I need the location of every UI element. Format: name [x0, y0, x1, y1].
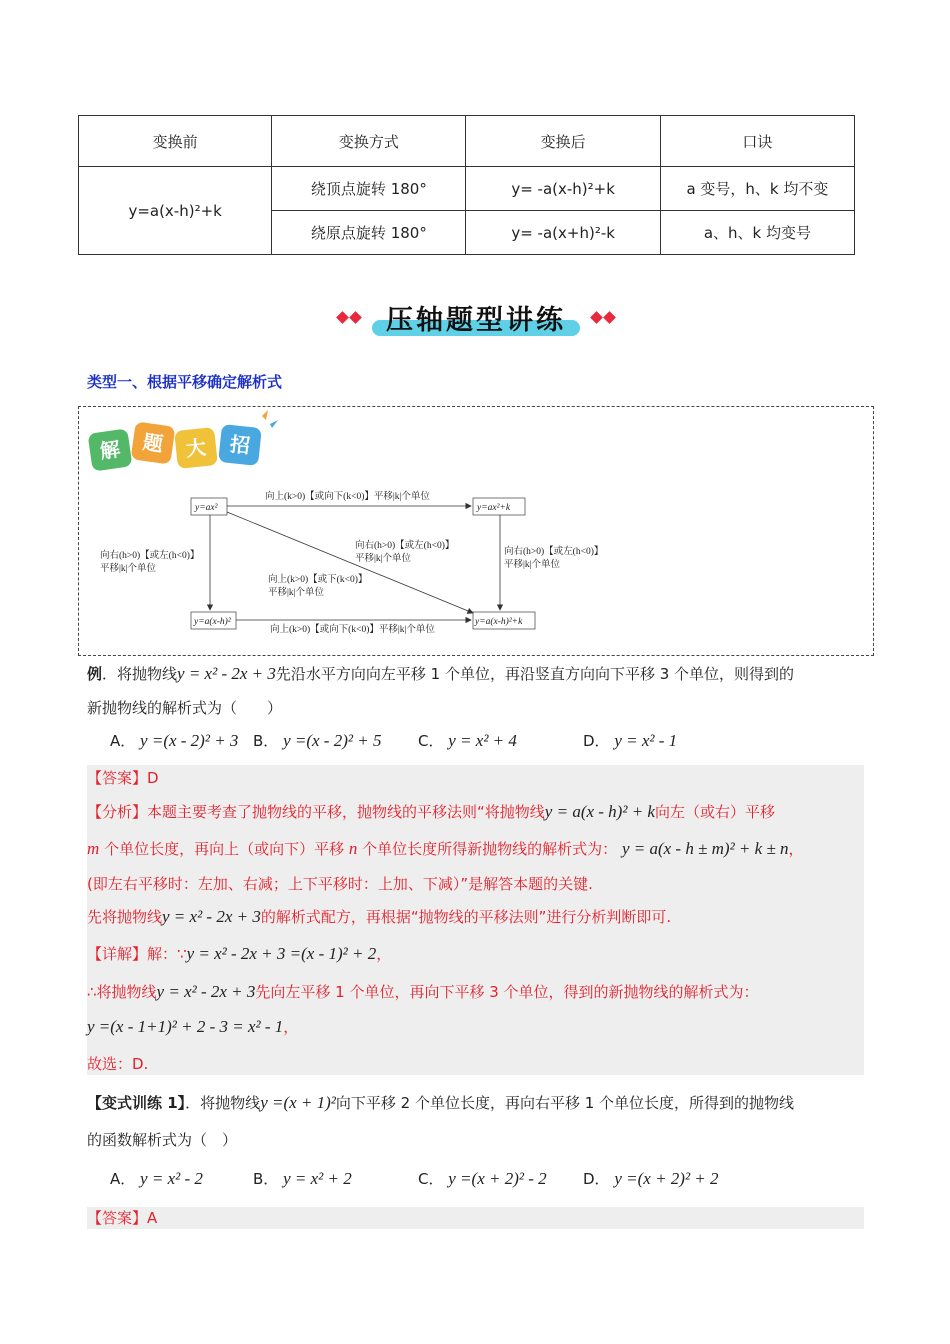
- diamond-icon: [603, 311, 616, 324]
- header-rhyme: 口诀: [660, 116, 854, 167]
- label-diag-b2: 平移|k|个单位: [268, 588, 325, 598]
- label-diag-a1: 向右(h>0)【或左(h<0)】: [355, 541, 455, 551]
- variant-answer-panel: [87, 1207, 864, 1229]
- box-axh2-k: y=a(x-h)²+k: [475, 617, 523, 627]
- translation-diagram: [80, 470, 604, 640]
- label-left-2: 平移|k|个单位: [100, 564, 157, 574]
- header-method: 变换方式: [272, 116, 466, 167]
- label-left-1: 向右(h>0)【或左(h<0)】: [100, 551, 200, 561]
- banner-title: 压轴题型讲练: [386, 305, 566, 336]
- variant-line-2: 的函数解析式为（ ）: [87, 1131, 238, 1149]
- conclusion-line: 故选：D.: [87, 1055, 149, 1073]
- label-diag-a2: 平移|k|个单位: [355, 554, 412, 564]
- label-right-2: 平移|k|个单位: [504, 560, 561, 570]
- cell-after-1: y= -a(x-h)²+k: [466, 167, 660, 211]
- variant-option-a: A． y = x² - 2: [110, 1169, 203, 1188]
- variant-option-b: B． y = x² + 2: [253, 1169, 352, 1188]
- detail-line-3: y =(x - 1+1)² + 2 - 3 = x² - 1，: [87, 1017, 299, 1036]
- diamond-icon: [590, 311, 603, 324]
- box-ax2: y=ax²: [195, 503, 218, 513]
- detail-line-2: ∴将抛物线y = x² - 2x + 3先向左平移 1 个单位，再向下平移 3 个单位，得到的新抛物线的解析式为：: [87, 982, 759, 1001]
- option-c: C． y = x² + 4: [418, 731, 517, 750]
- header-before: 变换前: [79, 116, 272, 167]
- label-right-1: 向右(h>0)【或左(h<0)】: [504, 547, 604, 557]
- header-after: 变换后: [466, 116, 660, 167]
- analysis-line-1: 【分析】本题主要考查了抛物线的平移，抛物线的平移法则“将抛物线y = a(x - h)² + k向左（或右）平移: [87, 802, 775, 821]
- variant-line-1: 【变式训练 1】．将抛物线y =(x + 1)²向下平移 2 个单位长度，再向右平移 1 个单位长度，所得到的抛物线: [87, 1093, 795, 1112]
- option-b: B． y =(x - 2)² + 5: [253, 731, 382, 750]
- badge-char: 解: [98, 436, 122, 464]
- example-line-2: 新抛物线的解析式为（ ）: [87, 699, 283, 717]
- variant-option-d: D． y =(x + 2)² + 2: [583, 1169, 719, 1188]
- diamond-icon: [349, 311, 362, 324]
- badge-char: 大: [184, 435, 208, 461]
- expr-variant: y =(x + 1)²: [260, 1093, 336, 1112]
- transform-table: [78, 115, 855, 255]
- section-banner: [372, 298, 580, 338]
- variant-option-c: C． y =(x + 2)² - 2: [418, 1169, 547, 1188]
- analysis-line-4: 先将抛物线y = x² - 2x + 3的解析式配方，再根据“抛物线的平移法则”进行分析判断即可.: [87, 907, 672, 926]
- answer-line: 【答案】D: [87, 769, 159, 787]
- detail-line-1: 【详解】解：∵y = x² - 2x + 3 =(x - 1)² + 2，: [87, 944, 392, 963]
- option-a: A． y =(x - 2)² + 3: [110, 731, 239, 750]
- expr-parabola: y = x² - 2x + 3: [177, 664, 276, 683]
- analysis-line-2: m 个单位长度，再向上（或向下）平移 n 个单位长度所得新抛物线的解析式为： y = a(x - h ± m)² + k ± n，: [87, 839, 804, 858]
- analysis-line-3: (即左右平移时：左加、右减；上下平移时：上加、下减）”是解答本题的关键.: [87, 875, 593, 893]
- cell-rhyme-2: a、h、k 均变号: [660, 211, 854, 255]
- box-axh2: y=a(x-h)²: [194, 617, 231, 627]
- cell-before: y=a(x-h)²+k: [79, 167, 272, 255]
- badge-char: 题: [141, 429, 165, 457]
- label-bottom: 向上(k>0)【或向下(k<0)】平移|k|个单位: [270, 625, 435, 635]
- type-title: 类型一、根据平移确定解析式: [87, 373, 283, 391]
- box-ax2-k: y=ax²+k: [477, 503, 511, 513]
- cell-rhyme-1: a 变号，h、k 均不变: [660, 167, 854, 211]
- label-diag-b1: 向上(k>0)【或下(k<0)】: [268, 575, 368, 585]
- cell-method-1: 绕顶点旋转 180°: [272, 167, 466, 211]
- example-line-1: 例．将抛物线y = x² - 2x + 3先沿水平方向向左平移 1 个单位，再沿竖直方向向下平移 3 个单位，则得到的: [87, 664, 795, 683]
- diamond-icon: [336, 311, 349, 324]
- label-top: 向上(k>0)【或向下(k<0)】平移|k|个单位: [265, 492, 430, 502]
- badge-char: 招: [228, 432, 252, 458]
- option-d: D． y = x² - 1: [583, 731, 678, 750]
- variant-answer: 【答案】A: [87, 1209, 158, 1227]
- badge-jieti-dazhao: [80, 408, 280, 468]
- cell-method-2: 绕原点旋转 180°: [272, 211, 466, 255]
- cell-after-2: y= -a(x+h)²-k: [466, 211, 660, 255]
